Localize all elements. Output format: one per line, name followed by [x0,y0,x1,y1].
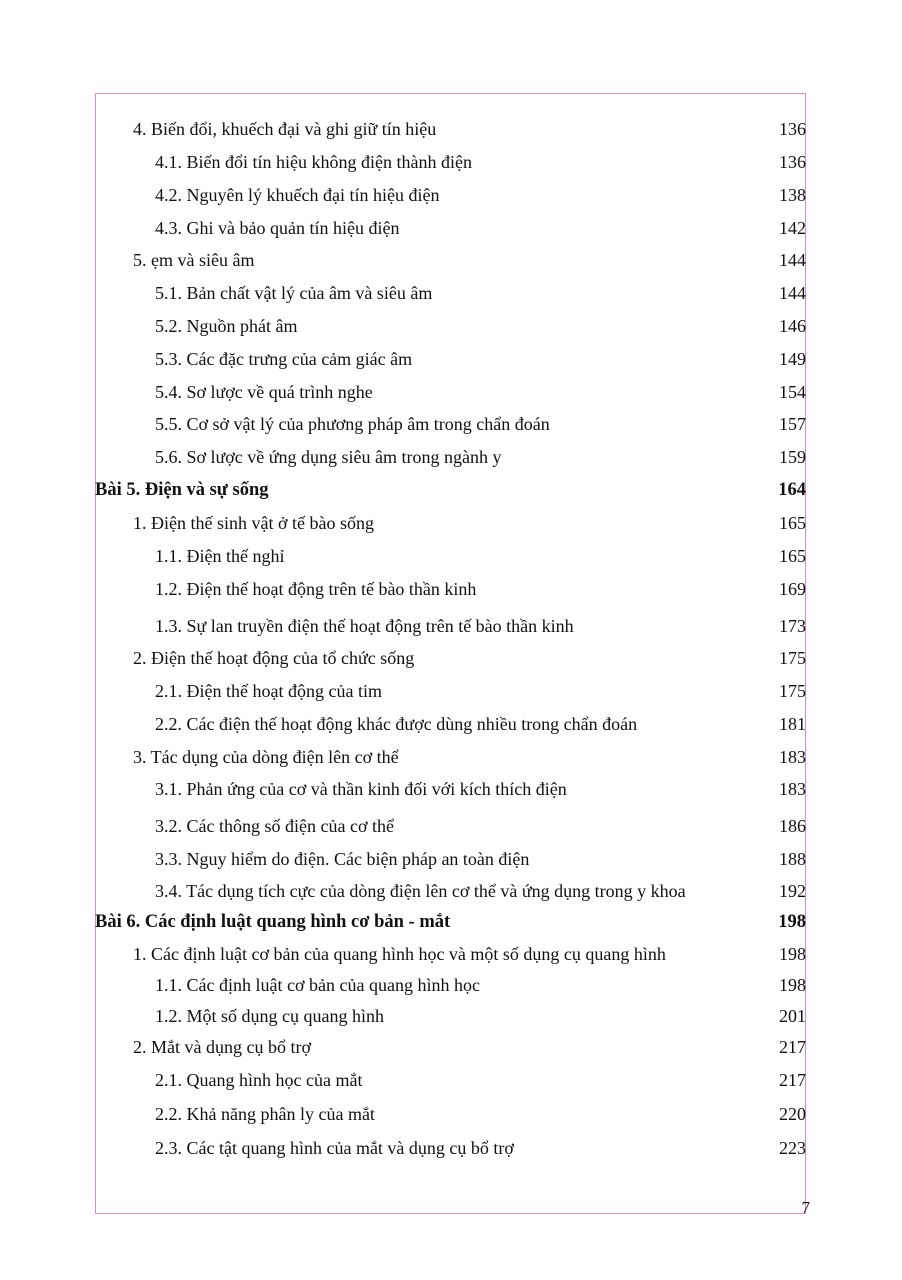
toc-entry-page: 183 [779,779,806,799]
toc-section[interactable] [95,509,806,537]
table-of-contents [95,114,806,1164]
toc-chapter[interactable] [95,476,806,504]
toc-subsection[interactable] [95,312,806,340]
toc-entry-page: 198 [778,912,806,932]
toc-entry-title: 5.6. Sơ lược về ứng dụng siêu âm trong ngành y [155,447,502,467]
toc-subsection[interactable] [95,214,806,242]
toc-subsection[interactable] [95,612,806,640]
toc-section[interactable] [95,246,806,274]
toc-entry-title: 1.3. Sự lan truyền điện thế hoạt động trên tế bào thần kinh [155,616,574,636]
toc-entry-page: 186 [779,816,806,836]
toc-entry-page: 165 [779,546,806,566]
toc-entry-title: 4. Biến đổi, khuếch đại và ghi giữ tín hiệu [133,119,437,139]
toc-entry-title: 2. Mắt và dụng cụ bổ trợ [133,1037,311,1057]
toc-subsection[interactable] [95,148,806,176]
toc-subsection[interactable] [95,971,806,999]
toc-entry-page: 144 [779,250,806,270]
toc-section[interactable] [95,115,806,143]
toc-entry-title: 5. ẹm và siêu âm [133,250,255,270]
toc-entry-title: 2.2. Khả năng phân ly của mắt [155,1104,375,1124]
toc-entry-page: 138 [779,185,806,205]
toc-entry-title: 1. Điện thế sinh vật ở tế bào sống [133,513,374,533]
toc-entry-page: 223 [779,1138,806,1158]
toc-entry-title: 3.4. Tác dụng tích cực của dòng điện lên cơ thể và ứng dụng trong y khoa [155,881,686,901]
toc-subsection[interactable] [95,812,806,840]
toc-entry-page: 165 [779,513,806,533]
toc-chapter[interactable] [95,908,806,936]
toc-subsection[interactable] [95,575,806,603]
toc-entry-page: 183 [779,747,806,767]
toc-entry-title: 1.1. Điện thế nghỉ [155,546,285,566]
toc-entry-title: 2.3. Các tật quang hình của mắt và dụng cụ bổ trợ [155,1138,514,1158]
toc-subsection[interactable] [95,710,806,738]
toc-entry-title: 5.2. Nguồn phát âm [155,316,298,336]
toc-entry-page: 175 [779,681,806,701]
toc-subsection[interactable] [95,181,806,209]
toc-entry-page: 188 [779,849,806,869]
toc-entry-page: 149 [779,349,806,369]
page-number: 7 [801,1198,810,1217]
toc-entry-title: 1. Các định luật cơ bản của quang hình học và một số dụng cụ quang hình [133,944,666,964]
toc-section[interactable] [95,940,806,968]
toc-entry-title: 2.1. Điện thế hoạt động của tim [155,681,382,701]
toc-entry-title: 1.1. Các định luật cơ bản của quang hình học [155,975,480,995]
toc-subsection[interactable] [95,1002,806,1030]
toc-subsection[interactable] [95,1100,806,1128]
toc-entry-page: 136 [779,119,806,139]
toc-entry-page: 159 [779,447,806,467]
toc-subsection[interactable] [95,775,806,803]
toc-subsection[interactable] [95,542,806,570]
toc-entry-title: 5.3. Các đặc trưng của cảm giác âm [155,349,413,369]
toc-entry-page: 157 [779,414,806,434]
toc-subsection[interactable] [95,845,806,873]
toc-entry-title: 2.2. Các điện thế hoạt động khác được dùng nhiều trong chẩn đoán [155,714,638,734]
toc-entry-title: 3. Tác dụng của dòng điện lên cơ thể [133,747,399,767]
toc-entry-title: 4.2. Nguyên lý khuếch đại tín hiệu điện [155,185,440,205]
toc-entry-title: 5.4. Sơ lược về quá trình nghe [155,382,373,402]
toc-entry-title: 1.2. Điện thế hoạt động trên tế bào thần kinh [155,579,477,599]
toc-entry-page: 181 [779,714,806,734]
toc-entry-page: 198 [779,975,806,995]
toc-entry-page: 164 [778,480,806,500]
toc-entry-page: 220 [779,1104,806,1124]
toc-entry-page: 173 [779,616,806,636]
toc-subsection[interactable] [95,877,806,905]
toc-subsection[interactable] [95,378,806,406]
toc-entry-page: 146 [779,316,806,336]
toc-entry-title: 4.3. Ghi và bảo quản tín hiệu điện [155,218,400,238]
toc-entry-title: 1.2. Một số dụng cụ quang hình [155,1006,384,1026]
toc-section[interactable] [95,1033,806,1061]
toc-entry-page: 217 [779,1037,806,1057]
toc-entry-page: 144 [779,283,806,303]
toc-entry-page: 217 [779,1070,806,1090]
toc-subsection[interactable] [95,279,806,307]
toc-section[interactable] [95,644,806,672]
toc-entry-page: 198 [779,944,806,964]
toc-entry-title: 3.1. Phản ứng của cơ và thần kinh đối với kích thích điện [155,779,567,799]
toc-entry-title: 3.3. Nguy hiểm do điện. Các biện pháp an toàn điện [155,849,530,869]
toc-entry-title: 2. Điện thế hoạt động của tổ chức sống [133,648,415,668]
toc-entry-title: 5.1. Bản chất vật lý của âm và siêu âm [155,283,433,303]
toc-subsection[interactable] [95,345,806,373]
toc-subsection[interactable] [95,443,806,471]
toc-entry-page: 192 [779,881,806,901]
toc-subsection[interactable] [95,1066,806,1094]
toc-entry-page: 201 [779,1006,806,1026]
toc-subsection[interactable] [95,1134,806,1162]
toc-entry-title: 4.1. Biến đổi tín hiệu không điện thành điện [155,152,472,172]
toc-entry-page: 175 [779,648,806,668]
toc-section[interactable] [95,743,806,771]
toc-entry-title: 5.5. Cơ sở vật lý của phương pháp âm trong chẩn đoán [155,414,550,434]
toc-subsection[interactable] [95,677,806,705]
toc-entry-page: 169 [779,579,806,599]
toc-entry-page: 154 [779,382,806,402]
toc-subsection[interactable] [95,410,806,438]
toc-entry-title: 2.1. Quang hình học của mắt [155,1070,363,1090]
toc-entry-page: 136 [779,152,806,172]
toc-entry-page: 142 [779,218,806,238]
toc-entry-title: 3.2. Các thông số điện của cơ thể [155,816,394,836]
toc-entry-title: Bài 5. Điện và sự sống [95,480,269,500]
toc-entry-title: Bài 6. Các định luật quang hình cơ bản - mắt [95,912,451,932]
